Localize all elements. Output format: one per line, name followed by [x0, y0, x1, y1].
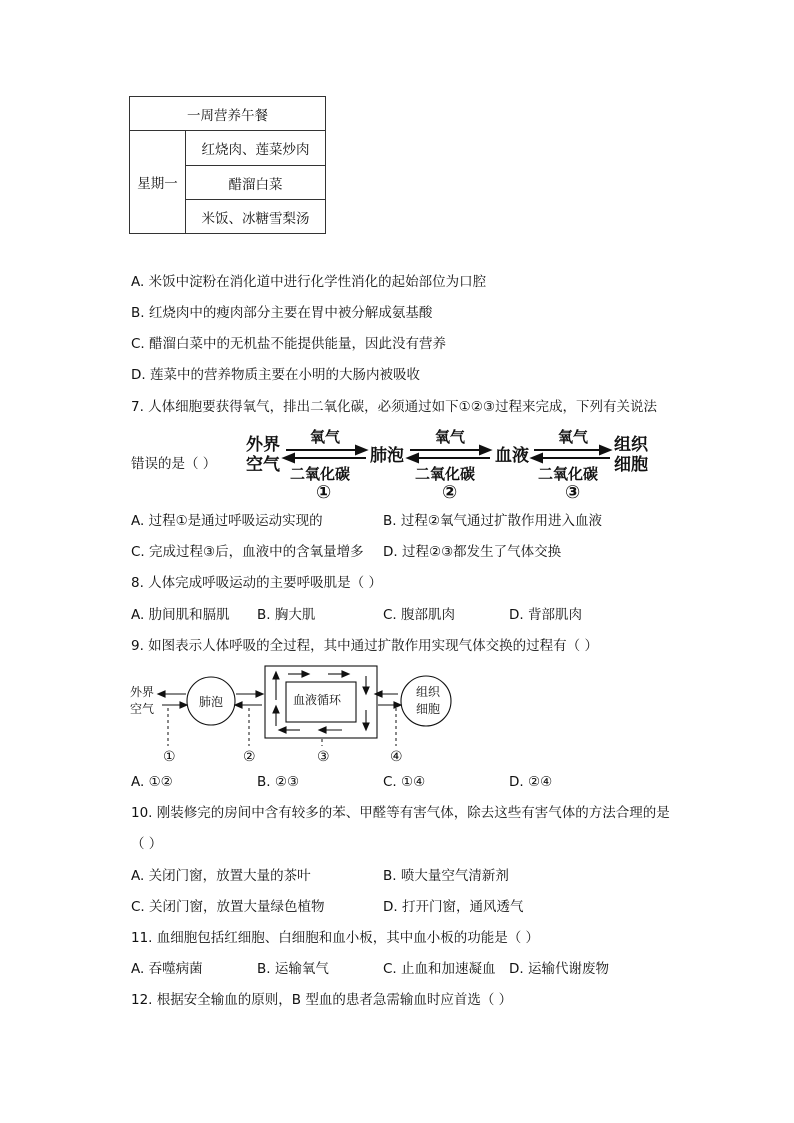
q7-o2-label-1: 氧气	[310, 428, 341, 446]
q7-node-outside-air-1: 外界	[246, 435, 280, 455]
q12-stem: 12. 根据安全输血的原则，B 型血的患者急需输血时应首选（ ）	[131, 992, 513, 1008]
q7-co2-label-1: 二氧化碳	[290, 465, 351, 483]
q6-option-a: A. 米饭中淀粉在消化道中进行化学性消化的起始部位为口腔	[131, 274, 487, 290]
q10-stem-line1: 10. 刚装修完的房间中含有较多的苯、甲醛等有害气体，除去这些有害气体的方法合理的是	[131, 805, 670, 821]
q9-stem: 9. 如图表示人体呼吸的全过程，其中通过扩散作用实现气体交换的过程有（ ）	[131, 638, 598, 654]
table-dish-3: 米饭、冰糖雪梨汤	[186, 200, 326, 234]
q7-node-tissue-2: 细胞	[614, 455, 648, 475]
q6-option-d: D. 莲菜中的营养物质主要在小明的大肠内被吸收	[131, 367, 420, 383]
q7-option-d: D. 过程②③都发生了气体交换	[383, 544, 562, 560]
q9-respiration-diagram	[128, 660, 468, 770]
q11-option-d: D. 运输代谢废物	[509, 961, 609, 977]
q9-outside-air-1: 外界	[130, 685, 155, 699]
table-header: 一周营养午餐	[130, 97, 326, 131]
q7-o2-label-3: 氧气	[558, 428, 589, 446]
q7-process-2: ②	[442, 482, 458, 500]
q7-option-c: C. 完成过程③后，血液中的含氧量增多	[131, 544, 364, 560]
q6-option-c: C. 醋溜白菜中的无机盐不能提供能量，因此没有营养	[131, 336, 447, 352]
q9-process-1: ①	[163, 749, 176, 765]
q11-stem: 11. 血细胞包括红细胞、白细胞和血小板，其中血小板的功能是（ ）	[131, 930, 540, 946]
q9-tissue-2: 细胞	[416, 702, 441, 716]
q10-option-a: A. 关闭门窗，放置大量的茶叶	[131, 868, 311, 884]
q9-process-4: ④	[390, 749, 403, 765]
q9-tissue-circle	[401, 676, 451, 726]
q7-option-a: A. 过程①是通过呼吸运动实现的	[131, 513, 323, 529]
q10-option-b: B. 喷大量空气清新剂	[383, 868, 509, 884]
q10-option-d: D. 打开门窗，通风透气	[383, 899, 524, 915]
q10-stem-line2: （ ）	[131, 836, 163, 852]
q7-co2-label-2: 二氧化碳	[415, 465, 476, 483]
table-dish-2: 醋溜白菜	[186, 166, 326, 200]
q7-process-3: ③	[565, 482, 581, 500]
q7-node-alveoli: 肺泡	[370, 446, 404, 466]
lunch-menu-table	[129, 96, 326, 234]
q8-stem: 8. 人体完成呼吸运动的主要呼吸肌是（ ）	[131, 575, 382, 591]
q7-option-b: B. 过程②氧气通过扩散作用进入血液	[383, 513, 602, 529]
q11-option-a: A. 吞噬病菌	[131, 961, 203, 977]
q8-option-b: B. 胸大肌	[257, 607, 316, 623]
q7-node-outside-air-2: 空气	[246, 455, 280, 475]
q7-node-tissue-1: 组织	[614, 435, 648, 455]
q7-process-1: ①	[316, 482, 332, 500]
q7-co2-label-3: 二氧化碳	[538, 465, 599, 483]
q9-process-2: ②	[243, 749, 256, 765]
q9-blood-circulation: 血液循环	[293, 693, 342, 707]
q8-option-d: D. 背部肌肉	[509, 607, 582, 623]
q7-o2-label-2: 氧气	[435, 428, 466, 446]
q7-node-blood: 血液	[495, 446, 529, 466]
q10-option-c: C. 关闭门窗，放置大量绿色植物	[131, 899, 325, 915]
table-day: 星期一	[130, 131, 186, 234]
q9-option-a: A. ①②	[131, 774, 173, 790]
q7-stem-line1: 7. 人体细胞要获得氧气，排出二氧化碳，必须通过如下①②③过程来完成，下列有关说法	[131, 399, 657, 415]
q9-outside-air-2: 空气	[130, 702, 155, 716]
table-dish-1: 红烧肉、莲菜炒肉	[186, 131, 326, 166]
q6-option-b: B. 红烧肉中的瘦肉部分主要在胃中被分解成氨基酸	[131, 305, 433, 321]
q7-respiration-diagram	[240, 426, 660, 500]
q9-tissue-1: 组织	[416, 685, 441, 699]
q11-option-c: C. 止血和加速凝血	[383, 961, 496, 977]
q11-option-b: B. 运输氧气	[257, 961, 329, 977]
q9-process-3: ③	[317, 749, 330, 765]
q9-alveoli: 肺泡	[199, 695, 224, 709]
q8-option-c: C. 腹部肌肉	[383, 607, 456, 623]
q9-option-c: C. ①④	[383, 774, 426, 790]
q8-option-a: A. 肋间肌和膈肌	[131, 607, 230, 623]
q7-stem-line2: 错误的是（ ）	[131, 456, 217, 472]
q9-option-b: B. ②③	[257, 774, 300, 790]
q9-option-d: D. ②④	[509, 774, 553, 790]
